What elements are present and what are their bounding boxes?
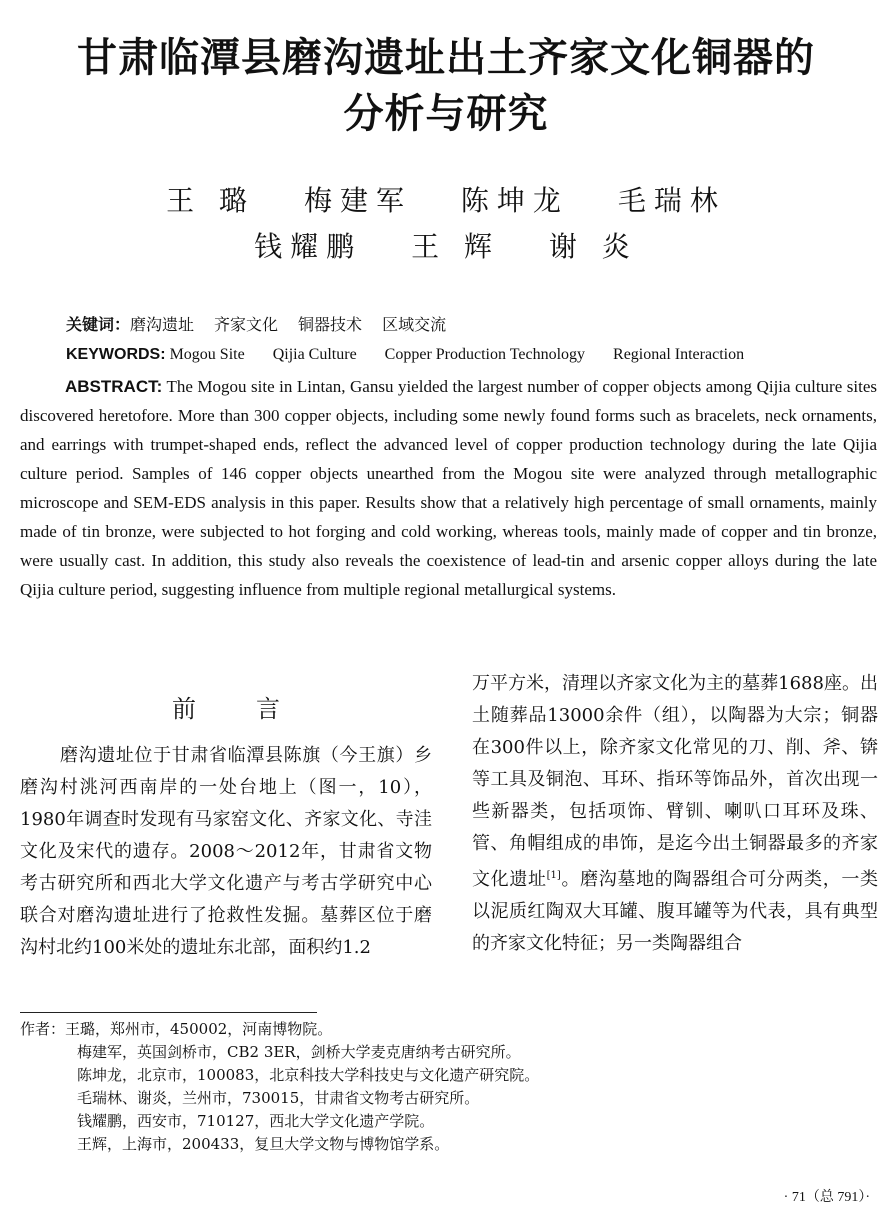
body-paragraph bbox=[472, 668, 878, 960]
author-affiliations bbox=[20, 1018, 880, 1156]
author-name: 梅建军 bbox=[303, 184, 412, 217]
author-line-2 bbox=[0, 224, 892, 270]
affiliation: 王辉，上海市，200433，复旦大学文物与博物馆学系。 bbox=[77, 1135, 450, 1153]
keywords-label-en: KEYWORDS: bbox=[66, 346, 166, 363]
page-number: · 71（总 791）· bbox=[783, 1190, 870, 1205]
abstract bbox=[20, 372, 877, 604]
keywords-chinese bbox=[66, 314, 466, 336]
keywords-label-cn: 关键词： bbox=[66, 315, 131, 334]
affiliation: 毛瑞林、谢炎，兰州市，730015，甘肃省文物考古研究所。 bbox=[77, 1089, 480, 1107]
affiliation: 梅建军，英国剑桥市，CB2 3ER，剑桥大学麦克唐纳考古研究所。 bbox=[77, 1043, 521, 1061]
affiliation: 王璐，郑州市，450002，河南博物院。 bbox=[65, 1020, 333, 1038]
author-line-1 bbox=[0, 178, 892, 224]
body-column-left bbox=[20, 668, 432, 964]
section-heading: 前言 bbox=[172, 695, 340, 723]
footnote-row bbox=[20, 1018, 880, 1041]
keyword-item: Mogou Site bbox=[169, 346, 245, 363]
abstract-label: ABSTRACT: bbox=[65, 377, 163, 396]
author-name: 陈坤龙 bbox=[460, 184, 569, 217]
keyword-item: Regional Interaction bbox=[613, 346, 745, 363]
affiliation: 钱耀鹏，西安市，710127，西北大学文化遗产学院。 bbox=[77, 1112, 435, 1130]
author-name: 王 璐 bbox=[166, 184, 256, 217]
author-name: 王 辉 bbox=[411, 230, 500, 263]
keywords-english bbox=[66, 344, 768, 366]
keyword-item: Qijia Culture bbox=[272, 346, 357, 363]
body-column-right bbox=[472, 668, 878, 960]
body-text: 。磨沟墓地的陶器组合可分两类，一类以泥质红陶双大耳罐、腹耳罐等为代表，具有典型的齐家文化特征；另一类陶器组合 bbox=[472, 869, 879, 954]
body-paragraph: 磨沟遗址位于甘肃省临潭县陈旗（今王旗）乡磨沟村洮河西南岸的一处台地上（图一，10），1980年调查时发现有马家窑文化、齐家文化、寺洼文化及宋代的遗存。2008～2012年，甘肃省文物考古研究所和西北大学文化遗产与考古学研究中心联合对磨沟遗址进行了抢救性发掘。墓葬区位于磨沟村北约100米处的遗址东北部，面积约1.2 bbox=[20, 745, 432, 958]
author-name: 钱耀鹏 bbox=[254, 230, 363, 263]
keyword-item: 齐家文化 bbox=[214, 315, 279, 334]
abstract-text: The Mogou site in Lintan, Gansu yielded the largest number of copper objects among Qijia culture sites discovered heretofore. More than 300 copper objects, including some newly found forms such as bracelets, neck ornaments, and earrings with trumpet-shaped ends, reflect the advanced level of copper production technology during the late Qijia culture period. Samples of 146 copper objects unearthed from the Mogou site were analyzed through metallographic microscope and SEM-EDS analysis in this paper. Results show that a relatively high percentage of small ornaments, mainly made of tin bronze, were subjected to hot forging and cold working, whereas tools, mainly made of copper and tin bronze, were usually cast. In addition, this study also reveals the coexistence of lead-tin and arsenic copper alloys during the late Qijia culture period, suggesting influence from multiple regional metallurgical systems. bbox=[20, 377, 877, 599]
keyword-item: 铜器技术 bbox=[298, 315, 363, 334]
reference-marker[interactable]: [1] bbox=[546, 870, 561, 881]
keyword-item: 磨沟遗址 bbox=[130, 315, 195, 334]
body-text: 万平方米，清理以齐家文化为主的墓葬1688座。出土随葬品13000余件（组），以陶器为大宗；铜器在300件以上，除齐家文化常见的刀、削、斧、锛等工具及铜泡、耳环、指环等饰品外，首次出现一些新器类，包括项饰、臂钏、喇叭口耳环及珠、管、角帽组成的串饰，是迄今出土铜器最多的齐家文化遗址 bbox=[472, 673, 878, 890]
author-name: 毛瑞林 bbox=[617, 184, 726, 217]
affiliation: 陈坤龙，北京市，100083，北京科技大学科技史与文化遗产研究院。 bbox=[77, 1066, 540, 1084]
author-list bbox=[0, 178, 892, 270]
footnote-label: 作者： bbox=[20, 1020, 66, 1038]
title-line-2: 分析与研究 bbox=[343, 91, 549, 137]
keyword-item: 区域交流 bbox=[382, 315, 447, 334]
title-line-1: 甘肃临潭县磨沟遗址出土齐家文化铜器的 bbox=[77, 35, 815, 81]
keyword-item: Copper Production Technology bbox=[384, 346, 586, 363]
article-title bbox=[20, 30, 872, 142]
author-name: 谢 炎 bbox=[548, 230, 638, 263]
footnote-divider bbox=[20, 1012, 317, 1013]
